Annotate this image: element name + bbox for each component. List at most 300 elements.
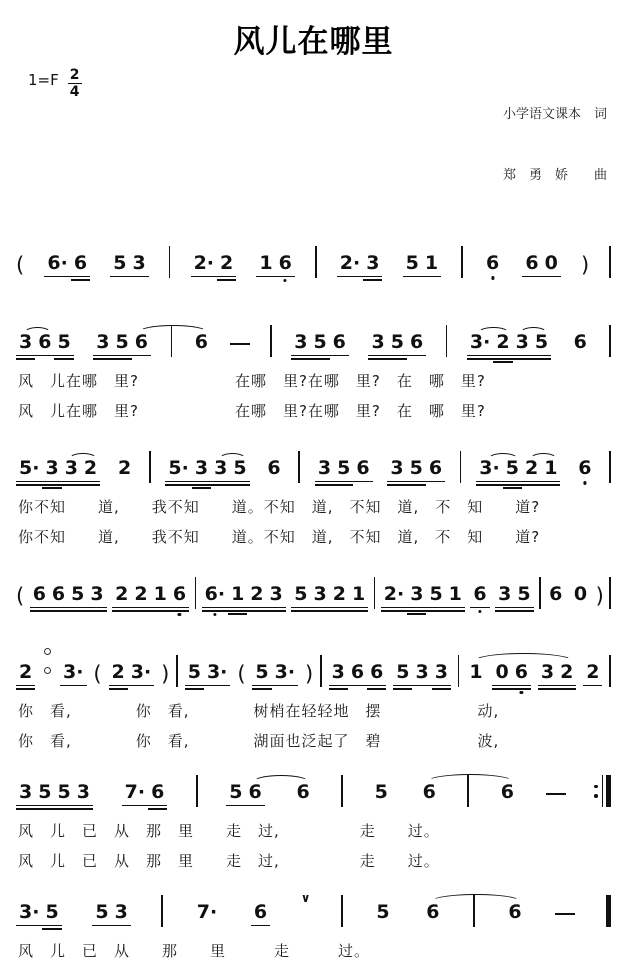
note: 5 (110, 254, 129, 285)
note: 5 (226, 783, 245, 814)
note: 5 (68, 585, 87, 616)
underline-beam (122, 805, 148, 807)
note: 3 (310, 585, 329, 616)
score-meta (16, 65, 611, 226)
note-group (393, 663, 451, 694)
note-group (373, 903, 392, 934)
underline-beam (131, 607, 150, 609)
note: 5 (426, 585, 445, 616)
note-group (575, 459, 594, 490)
underline-beam (112, 607, 131, 609)
underline-beam (495, 610, 514, 612)
note-group (252, 663, 298, 694)
underline-beam (272, 685, 298, 687)
underline-beam (353, 481, 372, 483)
note: 5 (334, 459, 353, 490)
parenthesis: ) (305, 662, 314, 687)
underline-beam (512, 685, 531, 687)
underline-beam (467, 358, 493, 360)
underline-beam (349, 610, 368, 612)
note-group (387, 459, 445, 490)
underline-beam (68, 607, 87, 609)
note: 5 (230, 459, 249, 490)
score-line (16, 437, 611, 547)
underline-beam (522, 481, 541, 483)
lyrics-row: 风 儿 已 从 那 里 走 过。 (18, 942, 371, 961)
note: 5 (54, 333, 73, 364)
note: 3· (128, 663, 154, 694)
note: 2 (557, 663, 576, 694)
parenthesis: ) (161, 662, 170, 687)
note: 7· (196, 901, 218, 924)
underline-beam (330, 607, 349, 609)
note: 3 (513, 333, 532, 364)
underline-beam (541, 484, 560, 486)
note-group (109, 663, 155, 694)
note-group (495, 585, 533, 616)
underline-beam (334, 484, 353, 486)
note: 6 (246, 783, 265, 814)
underline-beam (252, 688, 271, 690)
note: 3 (129, 254, 148, 285)
underline-beam (128, 685, 154, 687)
score-line (16, 881, 611, 961)
held-note-dash (555, 913, 575, 915)
note: 6 (522, 254, 541, 285)
score-line (16, 232, 611, 285)
underline-beam (470, 607, 489, 609)
note: 3 (267, 585, 286, 616)
underline-beam (71, 279, 90, 281)
underline-beam (16, 481, 42, 483)
note: 3 (412, 663, 431, 694)
note-group (470, 585, 489, 616)
underline-beam (30, 610, 49, 612)
underline-beam (93, 355, 112, 357)
underline-beam (191, 276, 217, 278)
note: 3· (60, 663, 86, 694)
lyrics-row: 风 儿 已 从 那 里 走 过, 走 过。 (18, 852, 440, 871)
underline-beam (16, 808, 35, 810)
low-octave-dot (178, 613, 181, 616)
note: 2 (81, 459, 100, 490)
note-group (329, 663, 387, 694)
note-group (522, 254, 560, 285)
parenthesis: ( (237, 662, 246, 687)
note-group (16, 663, 35, 694)
underline-beam (192, 487, 211, 489)
underline-beam (81, 481, 100, 483)
barline (341, 895, 343, 927)
note: 6 (296, 781, 310, 804)
underline-beam (407, 484, 426, 486)
underline-beam (170, 610, 189, 612)
repeat-sign (594, 775, 611, 807)
note: 6 (353, 459, 372, 490)
note: 6 (30, 585, 49, 616)
underline-beam (228, 613, 247, 615)
note-group (483, 254, 502, 285)
parenthesis: ( (16, 584, 25, 609)
underline-beam (256, 276, 275, 278)
underline-beam (334, 481, 353, 483)
slur-arc (530, 453, 557, 465)
barline (461, 246, 463, 278)
note: 3 (315, 459, 334, 490)
breath-mark: ∨ (300, 891, 311, 906)
lyrics-row: 风 儿在哪 里? 在哪 里?在哪 里? 在 哪 里? (18, 402, 486, 421)
underline-beam (16, 925, 42, 927)
key-label: 1=F (28, 71, 59, 89)
note: 2 (247, 585, 266, 616)
barline (609, 246, 611, 278)
barline (270, 325, 272, 357)
underline-beam (148, 805, 167, 807)
repeat-thick-bar (606, 775, 611, 807)
note: 2 (583, 663, 602, 694)
repeat-dot (594, 794, 598, 798)
note-group (498, 783, 517, 814)
barline (374, 577, 376, 609)
note-group (191, 254, 237, 285)
notes-row (16, 246, 611, 285)
note: 5 (374, 781, 388, 804)
underline-beam (132, 355, 151, 357)
note: 2 (112, 585, 131, 616)
note-group (571, 333, 590, 364)
underline-beam (329, 685, 348, 687)
underline-beam (503, 487, 522, 489)
note: 0 (492, 663, 511, 694)
note: 3 (74, 783, 93, 814)
underline-beam (228, 610, 247, 612)
note: 6· (202, 585, 228, 616)
note-group (192, 333, 211, 364)
underline-beam (329, 688, 348, 690)
underline-beam (110, 276, 129, 278)
note: 3 (538, 663, 557, 694)
underline-beam (246, 805, 265, 807)
underline-beam (381, 610, 407, 612)
note: 5 (393, 663, 412, 694)
underline-beam (532, 358, 551, 360)
underline-beam (54, 358, 73, 360)
underline-beam (230, 481, 249, 483)
note-group (337, 254, 383, 285)
underline-beam (74, 805, 93, 807)
underline-beam (30, 607, 49, 609)
underline-beam (202, 610, 228, 612)
note: 1 (469, 661, 483, 684)
time-signature-bottom: 4 (69, 84, 80, 101)
underline-beam (211, 481, 230, 483)
note: 6 (267, 457, 281, 480)
underline-beam (165, 481, 191, 483)
note: 6· (44, 254, 70, 285)
song-title: 风儿在哪里 (233, 24, 394, 60)
note: 6 (422, 781, 436, 804)
underline-beam (522, 484, 541, 486)
parenthesis: ( (93, 662, 102, 687)
underline-beam (426, 481, 445, 483)
underline-beam (109, 688, 128, 690)
repeat-thin-bar (602, 775, 604, 807)
underline-beam (446, 607, 465, 609)
note: 0 (573, 583, 588, 606)
underline-beam (538, 688, 557, 690)
underline-beam (315, 481, 334, 483)
barline (609, 577, 611, 609)
note: 3 (368, 333, 387, 364)
underline-beam (363, 279, 382, 281)
barline (161, 895, 163, 927)
note: 3 (42, 459, 61, 490)
underline-beam (330, 610, 349, 612)
barline (169, 246, 171, 278)
note-group (420, 783, 439, 814)
underline-beam (192, 484, 211, 486)
note-group (423, 903, 442, 934)
underline-beam (368, 355, 387, 357)
underline-beam (310, 610, 329, 612)
underline-beam (407, 610, 426, 612)
note-group (381, 585, 465, 616)
note: 6 (71, 254, 90, 285)
note-group (315, 459, 373, 490)
underline-beam (71, 276, 90, 278)
note: 1 (422, 254, 441, 285)
score-line (16, 311, 611, 421)
underline-beam (522, 276, 541, 278)
note: 6 (367, 663, 386, 694)
note: 2 (330, 585, 349, 616)
final-barline (606, 895, 611, 927)
circle-mark-lower (44, 667, 51, 674)
note: 5 (514, 585, 533, 616)
lyrics-row: 你 看, 你 看, 树梢在轻轻地 摆 动, (18, 702, 500, 721)
underline-beam (291, 355, 310, 357)
parenthesis: ) (581, 253, 590, 278)
note-group (16, 783, 93, 814)
underline-beam (42, 484, 61, 486)
note-group (16, 903, 62, 934)
barline (609, 325, 611, 357)
underline-beam (217, 276, 236, 278)
barline (458, 655, 460, 687)
underline-beam (151, 610, 170, 612)
note: 5 (54, 783, 73, 814)
underline-beam (81, 484, 100, 486)
underline-beam (583, 685, 602, 687)
note: 5· (16, 459, 42, 490)
note: 6 (132, 333, 151, 364)
underline-beam (493, 358, 512, 360)
underline-beam (16, 355, 35, 357)
lyrics-row: 你 看, 你 看, 湖面也泛起了 碧 波, (18, 732, 500, 751)
barline (315, 246, 317, 278)
note: 6 (194, 331, 208, 354)
underline-beam (62, 481, 81, 483)
note: 3· (476, 459, 502, 490)
underline-beam (16, 484, 42, 486)
parenthesis: ) (595, 584, 604, 609)
lyrics-row: 你不知 道, 我不知 道。不知 道, 不知 道, 不 知 道? (18, 528, 541, 547)
underline-beam (330, 355, 349, 357)
underline-beam (532, 355, 551, 357)
note-group (571, 585, 590, 616)
underline-beam (54, 805, 73, 807)
notes-row (16, 451, 611, 490)
note: 5· (165, 459, 191, 490)
underline-beam (538, 685, 557, 687)
note: 5 (35, 783, 54, 814)
time-signature-top: 2 (69, 67, 80, 83)
underline-beam (251, 925, 270, 927)
underline-beam (513, 358, 532, 360)
underline-beam (512, 688, 531, 690)
slur-arc (478, 327, 509, 339)
underline-beam (337, 276, 363, 278)
underline-beam (151, 607, 170, 609)
underline-beam (348, 685, 367, 687)
underline-beam (267, 607, 286, 609)
note: 3 (432, 663, 451, 694)
underline-beam (407, 355, 426, 357)
underline-beam (315, 484, 334, 486)
underline-beam (291, 607, 310, 609)
note: 6 (575, 459, 594, 490)
underline-beam (432, 688, 451, 690)
notes-row (16, 775, 611, 814)
underline-beam (93, 358, 112, 360)
credit-lyricist: 小学语文课本 词 (502, 107, 607, 123)
note: 3 (112, 903, 131, 934)
circle-marks (42, 648, 53, 674)
barline (149, 451, 151, 483)
underline-beam (407, 481, 426, 483)
underline-beam (74, 808, 93, 810)
underline-beam (503, 481, 522, 483)
credit-composer: 郑 勇 娇 曲 (502, 167, 607, 183)
note: 2· (337, 254, 363, 285)
note: 6 (148, 783, 167, 814)
note: 6 (251, 903, 270, 934)
note-group (185, 663, 231, 694)
note: 3 (387, 459, 406, 490)
underline-beam (211, 484, 230, 486)
note: 3 (192, 459, 211, 490)
parenthesis: ( (16, 253, 25, 278)
note: 3 (93, 333, 112, 364)
underline-beam (131, 610, 150, 612)
note: 3 (407, 585, 426, 616)
underline-beam (68, 610, 87, 612)
note: 2 (117, 457, 132, 480)
underline-beam (363, 276, 382, 278)
note: 6 (407, 333, 426, 364)
underline-beam (291, 358, 310, 360)
underline-beam (129, 276, 148, 278)
underline-beam (54, 355, 73, 357)
underline-beam (368, 358, 387, 360)
underline-beam (542, 276, 561, 278)
note: 3 (495, 585, 514, 616)
underline-beam (49, 607, 68, 609)
underline-beam (476, 484, 502, 486)
note: 3 (62, 459, 81, 490)
underline-beam (541, 481, 560, 483)
credits (503, 65, 611, 226)
note: 6 (549, 583, 563, 606)
underline-beam (367, 688, 386, 690)
underline-beam (42, 481, 61, 483)
note: 3 (211, 459, 230, 490)
note: 5 (291, 585, 310, 616)
underline-beam (109, 685, 128, 687)
note: 5 (92, 903, 111, 934)
underline-beam (87, 610, 106, 612)
note: 5 (403, 254, 422, 285)
underline-beam (252, 685, 271, 687)
note-group (30, 585, 107, 616)
underline-beam (446, 610, 465, 612)
barline (320, 655, 322, 687)
underline-beam (310, 355, 329, 357)
note: 2 (217, 254, 236, 285)
underline-beam (35, 355, 54, 357)
note: 6 (170, 585, 189, 616)
underline-beam (113, 355, 132, 357)
underline-beam (16, 685, 35, 687)
underline-beam (112, 925, 131, 927)
low-octave-dot (491, 276, 494, 279)
underline-beam (291, 610, 310, 612)
slur-arc (219, 453, 246, 465)
barline (176, 655, 178, 687)
low-octave-dot (520, 691, 523, 694)
underline-beam (349, 607, 368, 609)
note: 6 (330, 333, 349, 364)
low-octave-dot (583, 481, 586, 484)
note-group (505, 903, 524, 934)
underline-beam (407, 607, 426, 609)
underline-beam (276, 276, 295, 278)
underline-beam (407, 613, 426, 615)
note-group (291, 333, 349, 364)
note: 3 (363, 254, 382, 285)
underline-beam (42, 925, 61, 927)
note: 7· (122, 783, 148, 814)
notes-row (16, 577, 611, 616)
note: 5 (532, 333, 551, 364)
note: 5 (252, 663, 271, 694)
score-body (16, 232, 611, 961)
underline-beam (170, 607, 189, 609)
underline-beam (467, 355, 493, 357)
score-line (16, 761, 611, 871)
note: 6 (276, 254, 295, 285)
circle-mark-upper (44, 648, 51, 655)
note: 5 (388, 333, 407, 364)
underline-beam (514, 610, 533, 612)
underline-beam (503, 484, 522, 486)
barline (609, 655, 611, 687)
underline-beam (87, 607, 106, 609)
underline-beam (35, 805, 54, 807)
underline-beam (113, 358, 132, 360)
underline-beam (367, 685, 386, 687)
note-group (256, 254, 294, 285)
